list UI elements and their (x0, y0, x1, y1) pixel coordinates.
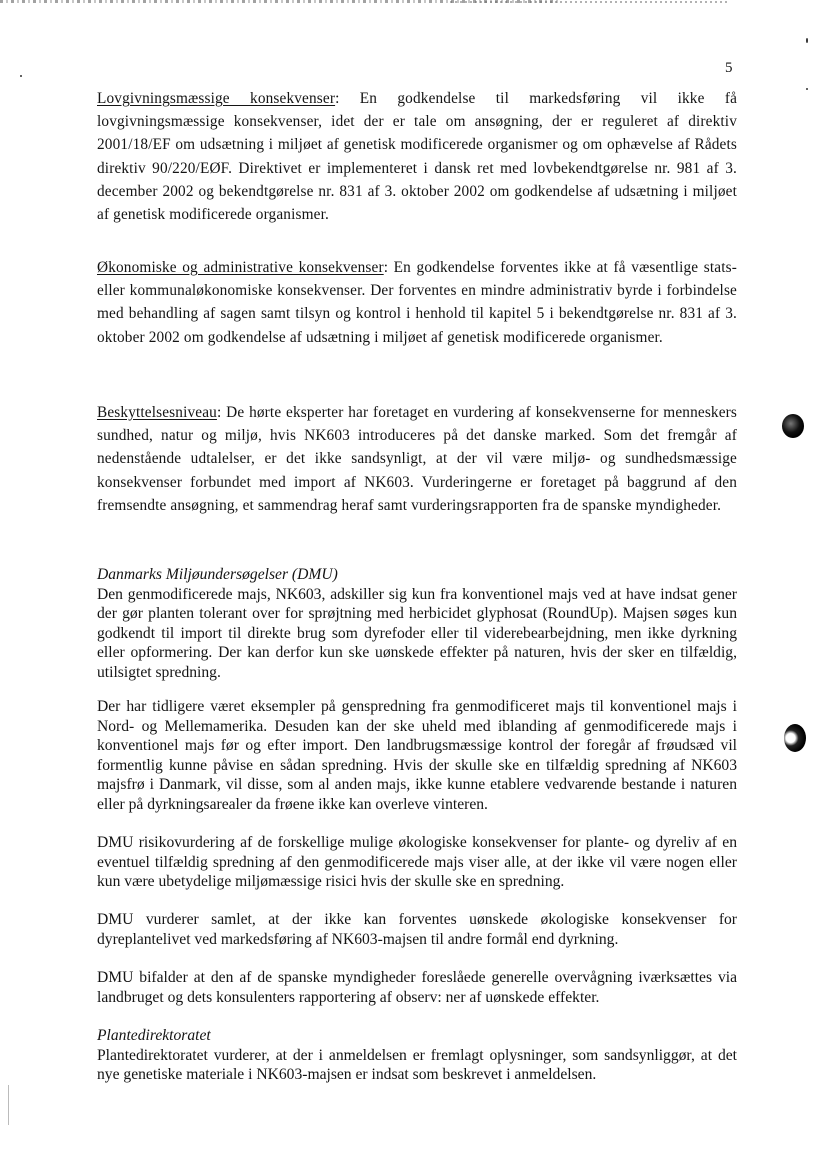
dmu-paragraph-block (97, 910, 737, 949)
dmu-paragraph: DMU bifalder at den af de spanske myndigheder foreslåede generelle overvågning iværksættes via landbruget og dets konsulenters rapportering af observ: ner af uønskede effekter. (97, 969, 737, 1006)
punch-hole-mark (782, 414, 804, 438)
dmu-paragraph: DMU risikovurdering af de forskellige mulige økologiske konsekvenser for plante- og dyreliv af en eventuel tilfældig spredning af den genmodificerede majs viser alle, at der ikke vil være nogen eller kun være ubetydelige miljømæssige risici hvis der skulle ske en spredning. (97, 834, 737, 890)
section-lovgivning: Lovgivningsmæssige konsekvenser: En godkendelse til markedsføring vil ikke få lovgivningsmæssige konsekvenser, idet der er tale om ansøgning, der er reguleret af direktiv 2001/18/EF om udsætning i miljøet af genetisk modificerede organismer og om ophævelse af Rådets direktiv 90/220/EØF. Direktivet er implementeret i dansk ret med lovbekendtgørelse nr. 981 af 3. december 2002 og bekendtgørelse nr. 831 af 3. oktober 2002 om godkendelse af udsætning i miljøet af genetisk modificerede organismer. (97, 90, 738, 224)
dmu-paragraph: Den genmodificerede majs, NK603, adskiller sig kun fra konventionel majs ved at have indsat gener der gør planten tolerant over for sprøjtning med herbicidet glyphosat (RoundUp). Majsen søges kun godkendt til import til direkte brug som dyrefoder eller til viderebearbejdning, men ikke dyrkning eller opformering. Der kan derfor kun ske uønskede effekter på naturen, hvis der sker en tilfældig, utilsigtet spredning. (97, 585, 737, 681)
section-beskyttelse: Beskyttelsesniveau: De hørte eksperter har foretaget en vurdering af konsekvenserne for menneskers sundhed, natur og miljø, hvis NK603 introduceres på det danske marked. Som det fremgår af nedenstående udtalelser, er det ikke sandsynligt, at der vil være miljø- og sundhedsmæssige konsekvenser forbundet med import af NK603. Vurderingerne er foretaget på baggrund af den fremsendte ansøgning, et sammendrag heraf samt vurderingsrapporten fra de spanske myndigheder. (97, 404, 738, 514)
scan-edge-artifact (8, 1085, 9, 1125)
scan-speck (806, 88, 808, 90)
section-heading: Danmarks Miljøundersøgelser (DMU) (97, 566, 338, 583)
scan-speck (806, 38, 808, 43)
section-text: En godkendelse forventes ikke at få væsentlige stats- eller kommunaløkonomiske konsekvenser. Der forventes en mindre administrativ byrde i forbindelse med behandling af sagen samt tilsyn og kontrol i henhold til kapitel 5 i bekendtgørelse nr. 831 af 3. oktober 2002 om godkendelse af udsætning i miljøet af genetisk modificerede organismer. (97, 259, 737, 346)
punch-hole-mark (784, 724, 806, 752)
section-okonomi: Økonomiske og administrative konsekvenser: En godkendelse forventes ikke at få væsentlige stats- eller kommunaløkonomiske konsekvenser. Der forventes en mindre administrativ byrde i forbindelse med behandling af sagen samt tilsyn og kontrol i henhold til kapitel 5 i bekendtgørelse nr. 831 af 3. oktober 2002 om godkendelse af udsætning i miljøet af genetisk modificerede organismer. (97, 259, 737, 346)
section-text: De hørte eksperter har foretaget en vurdering af konsekvenserne for menneskers sundhed, natur og miljø, hvis NK603 introduceres på det danske marked. Som det fremgår af nedenstående udtalelser, er det ikke sandsynligt, at der vil være miljø- og sundhedsmæssige konsekvenser forbundet med import af NK603. Vurderingerne er foretaget på baggrund af den fremsendte ansøgning, et sammendrag heraf samt vurderingsrapporten fra de spanske myndigheder. (97, 404, 738, 514)
section-heading: Lovgivningsmæssige konsekvenser (97, 90, 336, 107)
dmu-paragraph: Der har tidligere været eksempler på genspredning fra genmodificeret majs til konventionel majs i Nord- og Mellemamerika. Desuden kan der ske uheld med iblanding af genmodificerede majs i konventionel majs før og efter import. Den landbrugsmæssige kontrol der foregår af frøudsæd vil formentlig kunne påvise en sådan spredning. Hvis der skulle ske en tilfældig spredning af NK603 majsfrø i Danmark, vil disse, som al anden majs, ikke kunne etablere vedvarende bestande i naturen eller på dyrkningsarealer da frøene ikke kan overleve vinteren. (97, 698, 737, 813)
section-text: En godkendelse til markedsføring vil ikke få lovgivningsmæssige konsekvenser, idet der er tale om ansøgning, der er reguleret af direktiv 2001/18/EF om udsætning i miljøet af genetisk modificerede organismer og om ophævelse af Rådets direktiv 90/220/EØF. Direktivet er implementeret i dansk ret med lovbekendtgørelse nr. 981 af 3. december 2002 og bekendtgørelse nr. 831 af 3. oktober 2002 om godkendelse af udsætning i miljøet af genetisk modificerede organismer. (97, 90, 738, 224)
dmu-paragraph-block (97, 833, 737, 892)
section-heading: Økonomiske og administrative konsekvenser (97, 259, 384, 276)
dmu-paragraph-block (97, 968, 737, 1007)
section-heading: Beskyttelsesniveau (97, 404, 217, 421)
dmu-paragraph-block (97, 697, 737, 814)
dmu-paragraph: DMU vurderer samlet, at der ikke kan forventes uønskede økologiske konsekvenser for dyreplantelivet ved markedsføring af NK603-majsen til andre formål end dyrkning. (97, 911, 737, 948)
section-text: Plantedirektoratet vurderer, at der i anmeldelsen er fremlagt oplysninger, som sandsynliggør, at det nye genetiske materiale i NK603-majsen er indsat som beskrevet i anmeldelsen. (97, 1046, 737, 1083)
section-dmu (97, 565, 737, 682)
section-plantedirektoratet (97, 1026, 737, 1085)
scan-edge-artifact (450, 1, 730, 3)
page-number: 5 (725, 60, 733, 76)
section-heading: Plantedirektoratet (97, 1027, 211, 1044)
scan-speck (20, 75, 22, 77)
